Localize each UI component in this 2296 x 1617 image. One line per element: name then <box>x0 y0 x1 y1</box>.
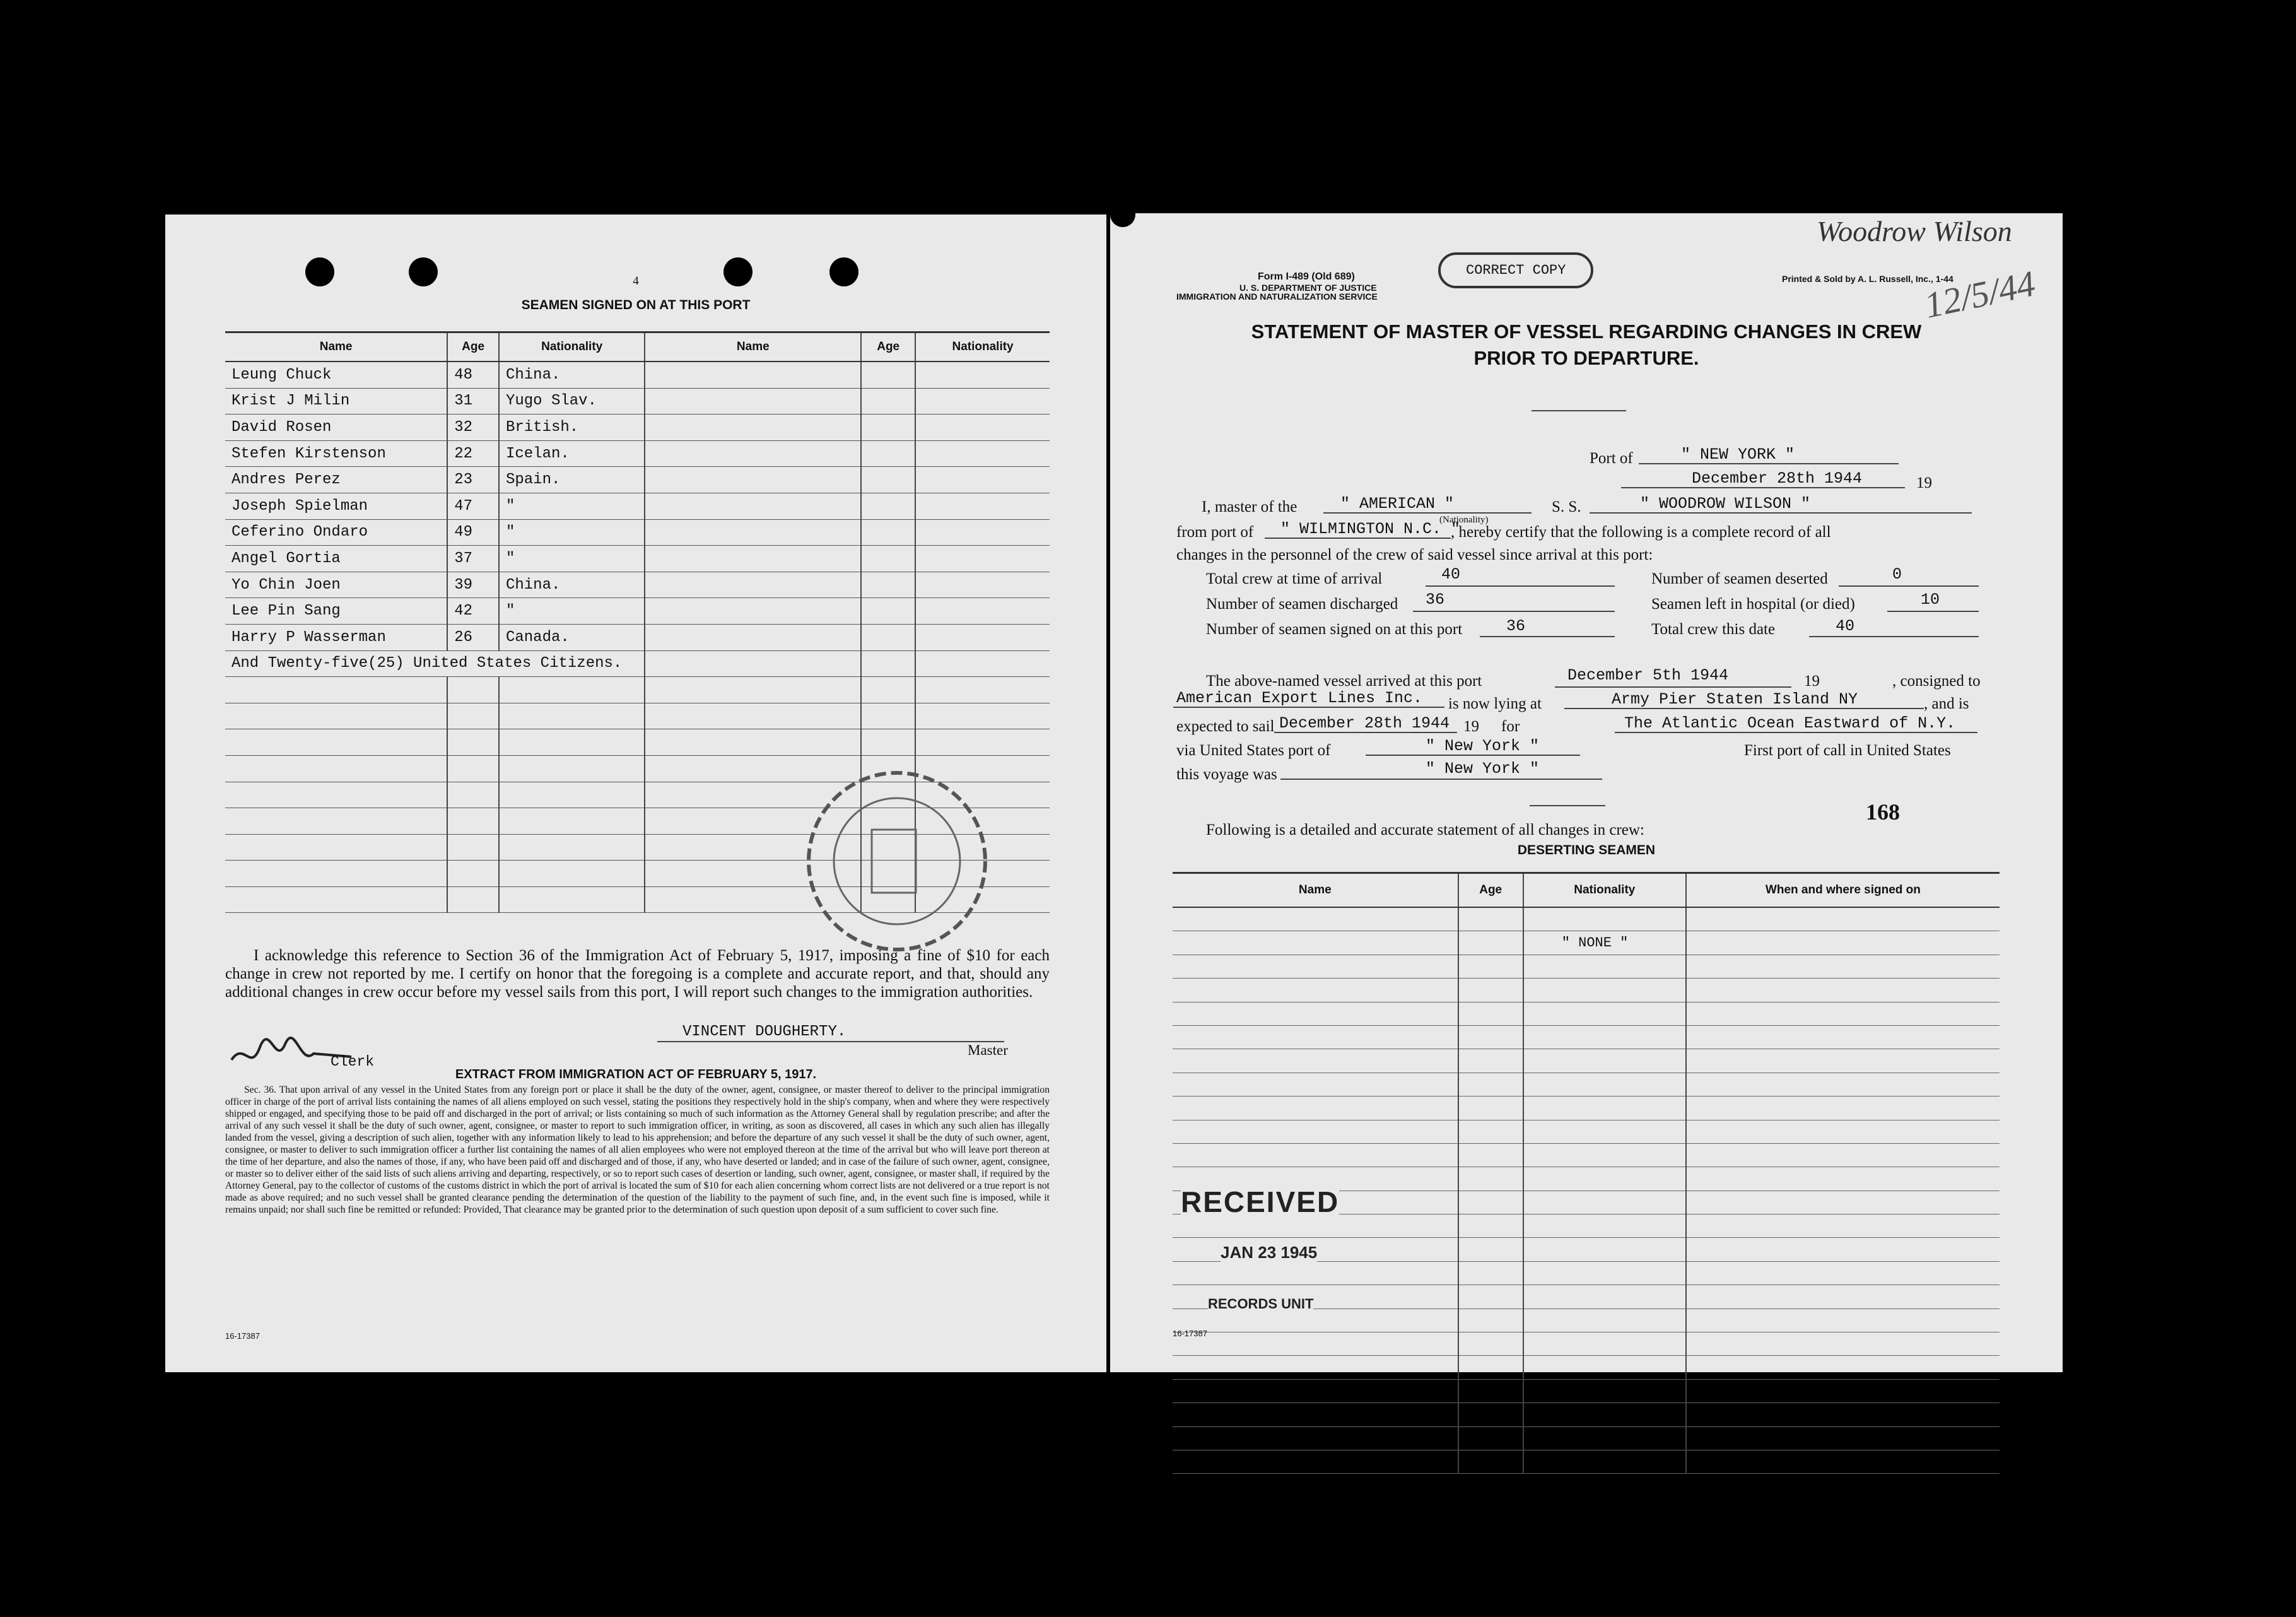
row-age: 47 <box>447 493 499 519</box>
received-stamp: RECEIVED <box>1181 1185 1340 1218</box>
table-row <box>225 415 1050 441</box>
col-name: Name <box>645 332 861 362</box>
col-signed-on: When and where signed on <box>1686 873 2000 908</box>
stamp-number: 168 <box>1866 799 1900 825</box>
lying-label: is now lying at <box>1448 695 1542 712</box>
received-date: JAN 23 1945 <box>1221 1243 1318 1262</box>
col-nationality: Nationality <box>499 332 645 362</box>
from-port-label: from port of <box>1176 524 1254 541</box>
table-row <box>225 493 1050 519</box>
row-nationality: China. <box>499 362 645 388</box>
row-nationality: Icelan. <box>499 440 645 467</box>
row-nationality: " <box>499 493 645 519</box>
row-age: 39 <box>447 572 499 598</box>
table-row <box>225 362 1050 388</box>
form-code: 16-17387 <box>225 1331 260 1341</box>
via-label: via United States port of <box>1176 742 1331 759</box>
form-number: Form I-489 (Old 689) <box>1258 271 1355 282</box>
table-row <box>225 388 1050 415</box>
port-label: Port of <box>1590 450 1633 467</box>
hospital-label: Seamen left in hospital (or died) <box>1651 596 1855 613</box>
row-name: Ceferino Ondaro <box>225 519 447 546</box>
discharged-value: 36 <box>1426 591 1445 609</box>
certify-text: , hereby certify that the following is a complete record of all <box>1451 524 1831 541</box>
consigned-label: , consigned to <box>1892 673 1981 690</box>
table-row <box>225 546 1050 572</box>
row-name: Stefen Kirstenson <box>225 440 447 467</box>
first-port-label: First port of call in United States <box>1744 742 1951 759</box>
table-row <box>225 467 1050 493</box>
printer-line: Printed & Sold by A. L. Russell, Inc., 1-44 <box>1782 274 1953 284</box>
col-age: Age <box>861 332 915 362</box>
table-row <box>1173 931 2000 955</box>
row-nationality: " <box>499 546 645 572</box>
records-unit: RECORDS UNIT <box>1208 1296 1314 1312</box>
department: U. S. DEPARTMENT OF JUSTICE <box>1239 283 1377 293</box>
total-crew-arrival-label: Total crew at time of arrival <box>1206 570 1383 587</box>
expected-value: December 28th 1944 <box>1279 714 1450 732</box>
row-nationality: " <box>499 519 645 546</box>
year-prefix: 19 <box>1916 474 1932 491</box>
col-age: Age <box>1458 873 1523 908</box>
ss-label: S. S. <box>1552 498 1581 515</box>
row-name: Harry P Wasserman <box>225 624 447 650</box>
signed-on-value: 36 <box>1506 617 1526 635</box>
hospital-value: 10 <box>1921 591 1940 609</box>
col-nationality: Nationality <box>915 332 1050 362</box>
via-value: " New York " <box>1426 737 1540 755</box>
total-crew-arrival-value: 40 <box>1441 565 1461 584</box>
row-age: 48 <box>447 362 499 388</box>
lying-value: Army Pier Staten Island NY <box>1612 690 1858 709</box>
clerk-label: Clerk <box>331 1054 375 1070</box>
circular-stamp <box>796 760 998 962</box>
signed-on-label: Number of seamen signed on at this port <box>1206 621 1463 638</box>
punch-hole <box>1110 213 1135 227</box>
row-nationality: China. <box>499 572 645 598</box>
deserted-value: 0 <box>1892 565 1902 584</box>
row-name: Angel Gortia <box>225 546 447 572</box>
col-age: Age <box>447 332 499 362</box>
table-row <box>225 598 1050 625</box>
form-subtitle: PRIOR TO DEPARTURE. <box>1473 347 1699 369</box>
expected-label: expected to sail <box>1176 718 1275 735</box>
row-nationality: British. <box>499 415 645 441</box>
table-row <box>225 650 1050 677</box>
deserting-table <box>1173 872 2000 1474</box>
for-value: The Atlantic Ocean Eastward of N.Y. <box>1624 714 1956 732</box>
for-label: for <box>1501 718 1520 735</box>
table-row <box>225 519 1050 546</box>
deserting-entry: " NONE " <box>1523 931 1686 955</box>
row-age: 49 <box>447 519 499 546</box>
arrived-label: The above-named vessel arrived at this port <box>1206 673 1482 690</box>
date-value: December 28th 1944 <box>1692 469 1863 488</box>
form-title: STATEMENT OF MASTER OF VESSEL REGARDING CHANGES IN CREW <box>1251 320 1922 343</box>
row-name: Andres Perez <box>225 467 447 493</box>
master-of-label: I, master of the <box>1202 498 1297 515</box>
col-name: Name <box>225 332 447 362</box>
row-nationality: Yugo Slav. <box>499 388 645 415</box>
total-crew-date-label: Total crew this date <box>1651 621 1776 638</box>
row-age: 37 <box>447 546 499 572</box>
section-title: SEAMEN SIGNED ON AT THIS PORT <box>521 298 751 312</box>
handwritten-ship-name: Woodrow Wilson <box>1817 215 2012 247</box>
extract-text: Sec. 36. That upon arrival of any vessel in the United States from any foreign port or place it shall be the duty of the owner, agent, consignee, or master thereof to deliver to the principal immigration officer in charge of the port of arrival lists containing the names of all aliens employed on such vessel, stating the positions they respectively hold in the ship's company, when and where they were respectively shipped or engaged, and specifying those to be paid off and discharged in the port of arrival; or lists containing so much of such information as the Attorney General shall by regulation prescribe; and after the arrival of any such vessel it shall be the duty of such owner, agent, consignee, or master to report to such immigration officer, in writing, as soon as discovered, all cases in which any such alien has illegally landed from the vessel, giving a description of such alien, together with any information likely to lead to his apprehension; and before the departure of any such vessel it shall be the duty of such owner, agent, consignee, or master to deliver to such immigration officer a further list containing the names of all alien employees who were not employed thereon at the time of the arrival but who will leave port thereon at the time of her departure, and also the names of those, if any, who have been paid off and discharged and of those, if any, who have deserted or landed; and in case of the failure of such owner, agent, consignee, or master so to deliver either of the said lists of such aliens arriving and departing, respectively, or so to report such cases of desertion or landing, such owner, agent, consignee, or master shall, if required by the Attorney General, pay to the collector of customs of the customs district in which the port of arrival is located the sum of $10 for each alien concerning whom correct lists are not delivered or a true report is not made as above required; and no such vessel shall be granted clearance pending the determination of the question of the liability to the payment of such fine, and, in the event such fine is imposed, while it remains unpaid; nor shall such fine be remitted or refunded: Provided, That clearance may be granted prior to the determination of such question upon deposit of a sum sufficient to cover such fine. <box>225 1085 1050 1215</box>
master-label: Master <box>968 1042 1008 1058</box>
row-name: Krist J Milin <box>225 388 447 415</box>
consignee-value: American Export Lines Inc. <box>1176 689 1423 707</box>
left-page <box>165 215 1106 1372</box>
following-text: Following is a detailed and accurate statement of all changes in crew: <box>1206 821 1644 838</box>
deserting-title: DESERTING SEAMEN <box>1517 843 1656 857</box>
total-crew-date-value: 40 <box>1836 617 1855 635</box>
row-age: 22 <box>447 440 499 467</box>
from-port-value: " WILMINGTON N.C. " <box>1280 520 1461 538</box>
summary-line: And Twenty-five(25) United States Citizens. <box>231 655 623 673</box>
row-age: 23 <box>447 467 499 493</box>
nationality-value: " AMERICAN " <box>1340 495 1455 513</box>
arrived-value: December 5th 1944 <box>1567 666 1729 685</box>
deserted-label: Number of seamen deserted <box>1651 570 1828 587</box>
row-nationality: Spain. <box>499 467 645 493</box>
row-name: Yo Chin Joen <box>225 572 447 598</box>
changes-text: changes in the personnel of the crew of said vessel since arrival at this port: <box>1176 546 1653 563</box>
table-row <box>225 624 1050 650</box>
right-page <box>1110 213 2063 1372</box>
row-age: 42 <box>447 598 499 625</box>
extract-title: EXTRACT FROM IMMIGRATION ACT OF FEBRUARY 5, 1917. <box>455 1067 817 1081</box>
and-is: , and is <box>1924 695 1969 712</box>
table-row <box>225 440 1050 467</box>
row-age: 31 <box>447 388 499 415</box>
row-nationality: Canada. <box>499 624 645 650</box>
row-nationality: " <box>499 598 645 625</box>
correct-copy-stamp: CORRECT COPY <box>1438 252 1593 288</box>
row-age: 32 <box>447 415 499 441</box>
voyage-label: this voyage was <box>1176 766 1277 783</box>
ship-value: " WOODROW WILSON " <box>1640 495 1811 513</box>
col-nationality: Nationality <box>1523 873 1686 908</box>
col-name: Name <box>1173 873 1458 908</box>
nationality-caption: (Nationality) <box>1439 515 1489 525</box>
acknowledgment-text: I acknowledge this reference to Section 36 of the Immigration Act of February 5, 1917, imposing a fine of $10 for each change in crew not reported by me. I certify on honor that the foregoing is a complete and accurate report, and that, should any additional changes in crew occur before my vessel sails from this port, I will report such changes to the immigration authorities. <box>225 947 1050 1001</box>
voyage-value: " New York " <box>1426 760 1540 778</box>
page-number: 4 <box>633 274 639 288</box>
discharged-label: Number of seamen discharged <box>1206 596 1398 613</box>
handwritten-date: 12/5/44 <box>1921 262 2039 326</box>
row-name: Leung Chuck <box>225 362 447 388</box>
year-prefix-3: 19 <box>1463 718 1479 735</box>
form-code: 16-17387 <box>1173 1329 1207 1338</box>
port-value: " NEW YORK " <box>1681 445 1795 464</box>
service: IMMIGRATION AND NATURALIZATION SERVICE <box>1176 291 1378 302</box>
master-signature: VINCENT DOUGHERTY. <box>682 1023 846 1040</box>
table-row <box>225 572 1050 598</box>
row-name: Joseph Spielman <box>225 493 447 519</box>
row-age: 26 <box>447 624 499 650</box>
row-name: Lee Pin Sang <box>225 598 447 625</box>
year-prefix-2: 19 <box>1804 673 1820 690</box>
row-name: David Rosen <box>225 415 447 441</box>
